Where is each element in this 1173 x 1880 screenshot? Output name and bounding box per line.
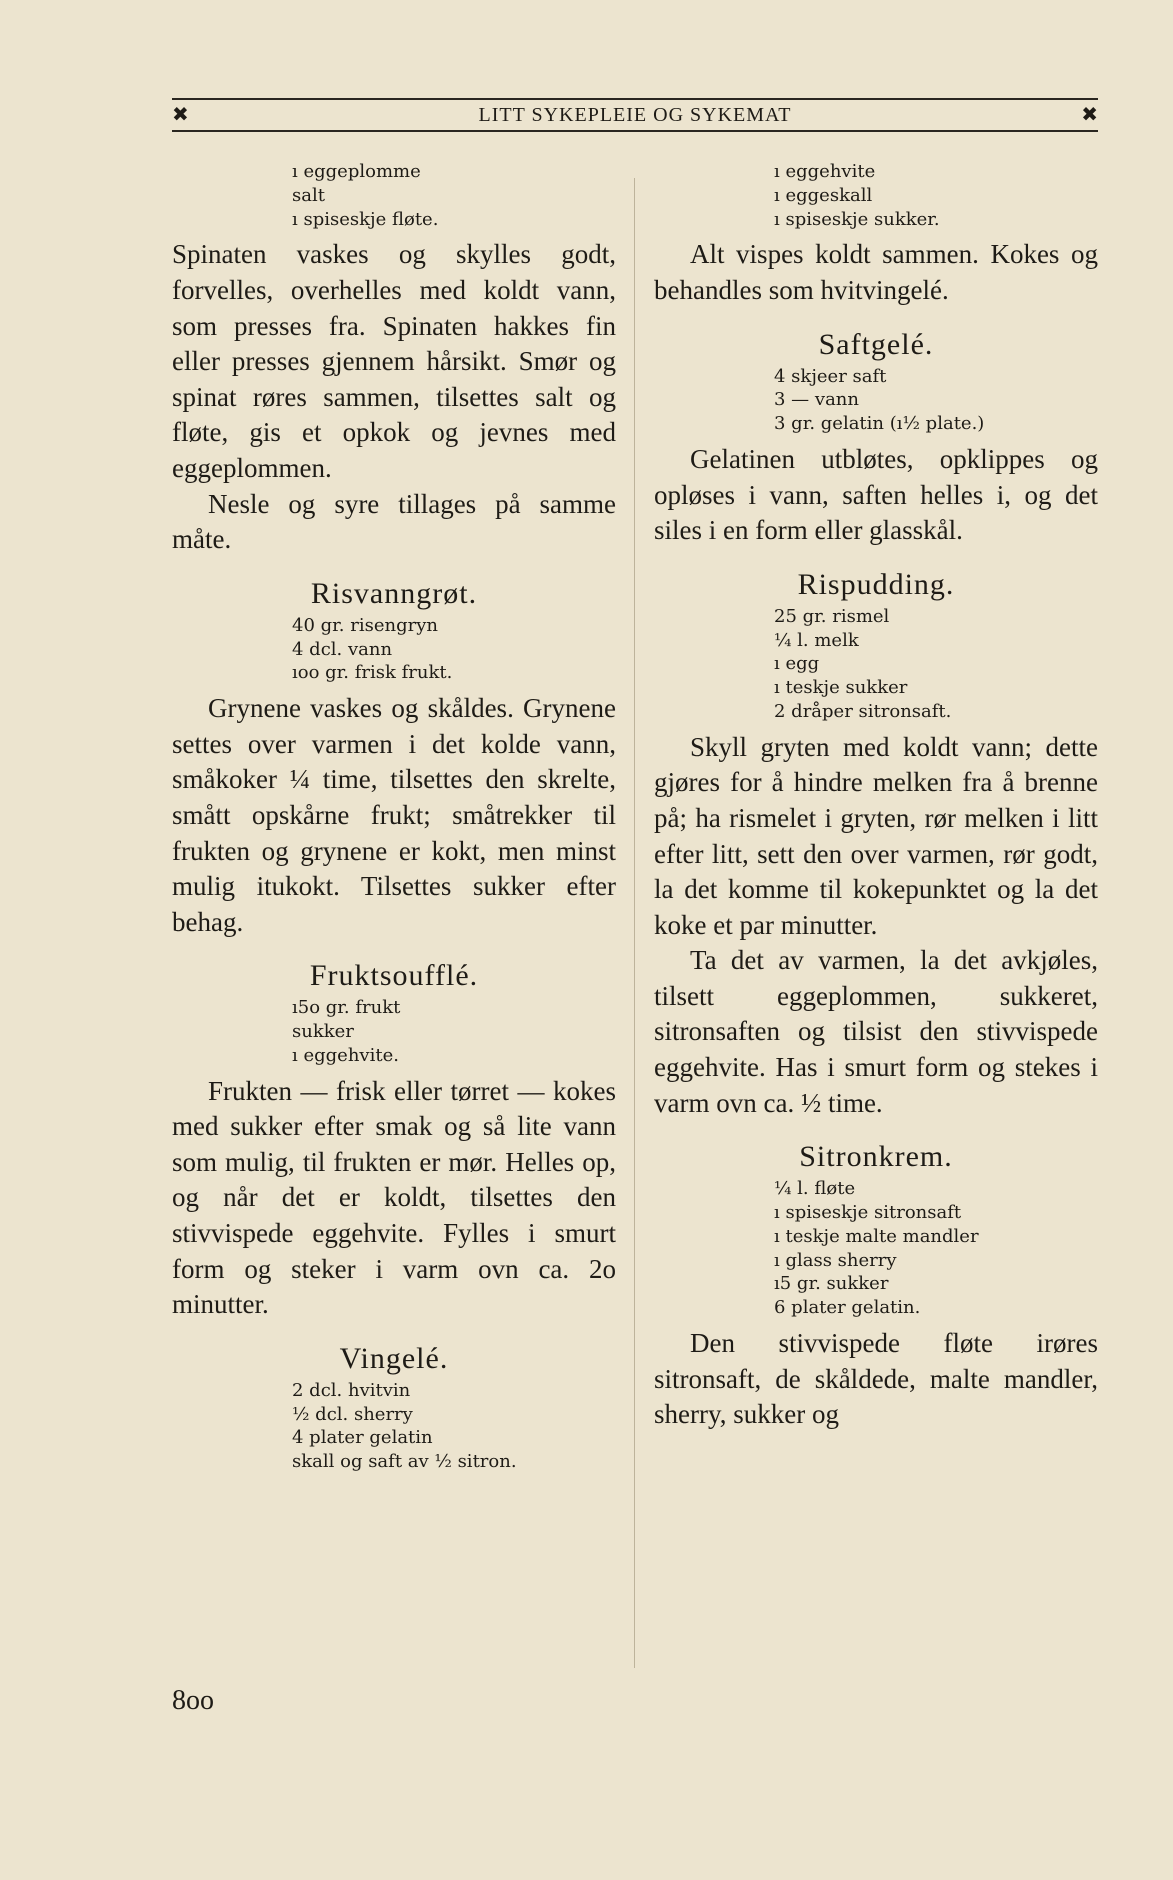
ingredient-line: ı spiseskje sitronsaft: [774, 1202, 962, 1224]
recipe-heading: Saftgelé.: [818, 327, 934, 361]
header-top-rule: [172, 98, 1098, 100]
ingredient-line: ı5 gr. sukker: [774, 1273, 889, 1295]
ingredient-line: ı teskje sukker: [774, 677, 908, 699]
paragraph: Grynene vaskes og skåldes. Grynene settes over varmen i det kolde vann, småkoker ¼ time, tilsettes den skrelte, smått opskårne frukt; småtrekker til frukten og grynene er kokt, men minst mulig itukokt. Tilsettes sukker efter behag.: [172, 693, 616, 937]
ingredient-line: ¼ l. melk: [774, 629, 859, 651]
ingredient-list: [654, 605, 1098, 724]
ingredient-list: [172, 1379, 616, 1474]
ingredient-line: ı eggeskall: [774, 184, 873, 206]
ingredient-line: ı eggeplomme: [292, 161, 421, 182]
ingredient-list: [172, 996, 616, 1067]
paragraph: Gelatinen utbløtes, opklippes og opløses i vann, saften helles i, og det siles i en form eller glasskål.: [654, 443, 1098, 546]
ingredient-list: [654, 365, 1098, 436]
ingredient-list: [654, 160, 1098, 231]
ingredient-line: ı spiseskje sukker.: [774, 208, 940, 230]
header-title: LITT SYKEPLEIE OG SYKEMAT: [478, 104, 792, 126]
recipe-heading: Sitronkrem.: [799, 1140, 953, 1174]
ingredient-line: 2 dcl. hvitvin: [292, 1379, 411, 1401]
ingredient-line: 4 plater gelatin: [292, 1427, 433, 1449]
recipe-heading: Rispudding.: [797, 567, 955, 601]
running-header: [172, 98, 1098, 132]
ingredient-line: 3 gr. gelatin (ı½ plate.): [774, 413, 985, 435]
paragraph: Nesle og syre tillages på samme måte.: [172, 488, 616, 555]
recipe-heading: Vingelé.: [339, 1341, 449, 1375]
paragraph: Ta det av varmen, la det avkjøles, tilsett eggeplommen, sukkeret, sitronsaften og tilsist den stivvispede eggehvite. Has i smurt form og stekes i varm ovn ca. ½ time.: [654, 945, 1098, 1118]
ingredient-line: ¼ l. fløte: [774, 1178, 856, 1200]
header-left-ornament: ✖: [172, 102, 189, 126]
ingredient-line: skall og saft av ½ sitron.: [292, 1451, 517, 1473]
ingredient-line: 4 skjeer saft: [774, 365, 887, 387]
left-column: [172, 160, 616, 1474]
ingredient-line: ı5o gr. frukt: [292, 997, 401, 1019]
ingredient-line: sukker: [292, 1021, 354, 1043]
recipe-heading: Fruktsoufflé.: [309, 959, 479, 993]
ingredient-line: 2 dråper sitronsaft.: [774, 700, 952, 722]
header-bottom-rule: [172, 130, 1098, 132]
paragraph: Den stivvispede fløte irøres sitronsaft, de skåldede, malte mandler, sherry, sukker og: [654, 1328, 1098, 1430]
ingredient-line: 25 gr. rismel: [774, 605, 890, 627]
column-divider: [634, 178, 635, 1668]
ingredient-list: [172, 614, 616, 685]
ingredient-line: 4 dcl. vann: [292, 638, 393, 660]
ingredient-line: salt: [292, 184, 325, 206]
ingredient-line: ½ dcl. sherry: [292, 1403, 413, 1425]
paragraph: Spinaten vaskes og skylles godt, forvelles, overhelles med koldt vann, som presses fra. Spinaten hakkes fin eller presses gjennem hårsikt. Smør og spinat røres sammen, tilsettes salt og fløte, gis et opkok og jevnes med eggeplommen.: [172, 239, 616, 483]
ingredient-line: ı glass sherry: [774, 1249, 897, 1271]
ingredient-line: ı eggehvite.: [292, 1044, 399, 1066]
paragraph: Frukten — frisk eller tørret — kokes med sukker efter smak og så lite vann som mulig, til frukten er mør. Helles op, og når det er koldt, tilsettes den stivvispede eggehvite. Fylles i smurt form og steker i varm ovn ca. 2o minutter.: [172, 1075, 616, 1320]
paragraph: Alt vispes koldt sammen. Kokes og behandles som hvitvingelé.: [654, 239, 1098, 305]
ingredient-line: ı teskje malte mandler: [774, 1225, 979, 1247]
ingredient-line: ı egg: [774, 653, 820, 675]
right-column: [654, 160, 1098, 1433]
ingredient-list: [172, 160, 616, 231]
ingredient-line: 6 plater gelatin.: [774, 1297, 921, 1319]
ingredient-line: 40 gr. risengryn: [292, 614, 438, 636]
recipe-heading: Risvanngrøt.: [310, 576, 478, 610]
ingredient-line: ıoo gr. frisk frukt.: [292, 662, 453, 684]
ingredient-line: 3 — vann: [774, 389, 859, 411]
ingredient-line: ı eggehvite: [774, 161, 876, 182]
header-right-ornament: ✖: [1081, 102, 1098, 126]
page-number: 8oo: [172, 1685, 214, 1716]
ingredient-line: ı spiseskje fløte.: [292, 208, 439, 230]
paragraph: Skyll gryten med koldt vann; dette gjøres for å hindre melken fra å brenne på; ha rismelet i gryten, rør melken i litt efter litt, sett den over varmen, rør godt, la det komme til kokepunktet og la det koke et par minutter.: [654, 731, 1098, 940]
ingredient-list: [654, 1177, 1098, 1320]
